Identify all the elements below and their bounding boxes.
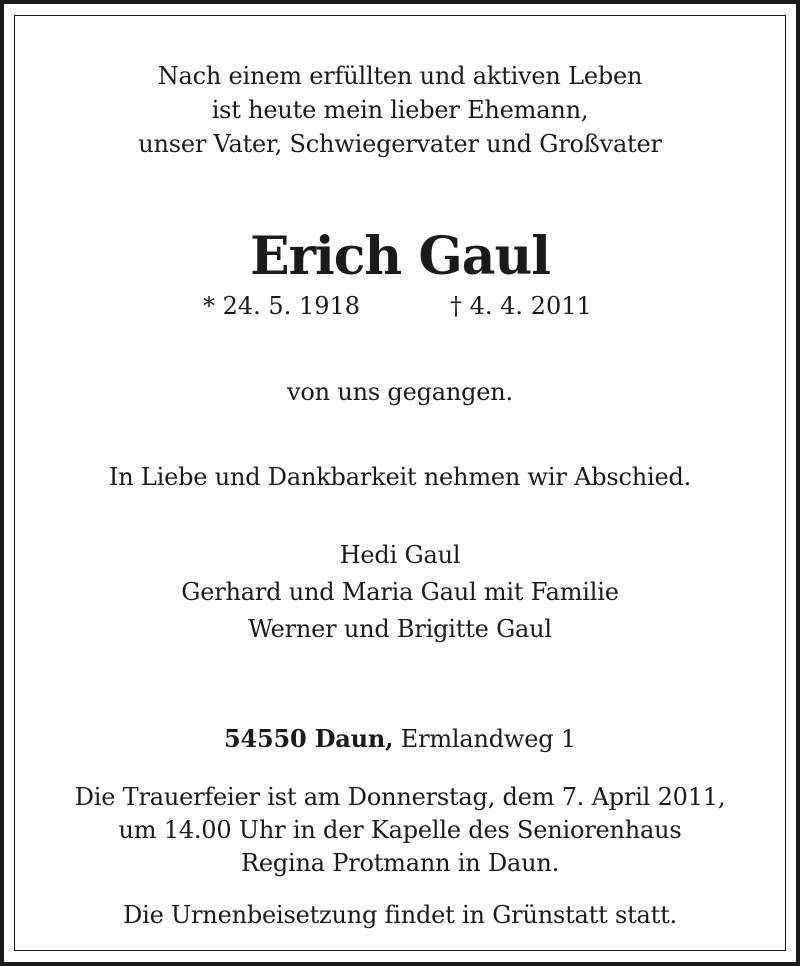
intro-line-3: unser Vater, Schwiegervater und Großvater [138, 130, 662, 158]
death-date: † 4. 4. 2011 [450, 292, 592, 320]
address-street: Ermlandweg 1 [400, 725, 576, 753]
intro-line-2: ist heute mein lieber Ehemann, [211, 96, 589, 124]
address [0, 724, 800, 754]
funeral-line-3: Regina Protmann in Daun. [240, 849, 560, 877]
address-city: 54550 Daun, [224, 724, 394, 753]
life-dates [0, 290, 800, 322]
deceased-name: Erich Gaul [249, 226, 551, 287]
intro-line-1: Nach einem erfüllten und aktiven Leben [157, 62, 643, 90]
mourner-3: Werner und Brigitte Gaul [248, 615, 552, 643]
farewell-text: In Liebe und Dankbarkeit nehmen wir Abschied. [108, 463, 692, 491]
burial-text: Die Urnenbeisetzung findet in Grünstatt statt. [123, 901, 677, 929]
funeral-line-1: Die Trauerfeier ist am Donnerstag, dem 7. April 2011, [74, 783, 726, 811]
funeral-line-2: um 14.00 Uhr in der Kapelle des Seniorenhaus [118, 816, 682, 844]
birth-date: * 24. 5. 1918 [203, 292, 361, 320]
passed-text: von uns gegangen. [287, 378, 513, 406]
mourner-1: Hedi Gaul [339, 541, 461, 569]
mourner-2: Gerhard und Maria Gaul mit Familie [181, 578, 619, 606]
